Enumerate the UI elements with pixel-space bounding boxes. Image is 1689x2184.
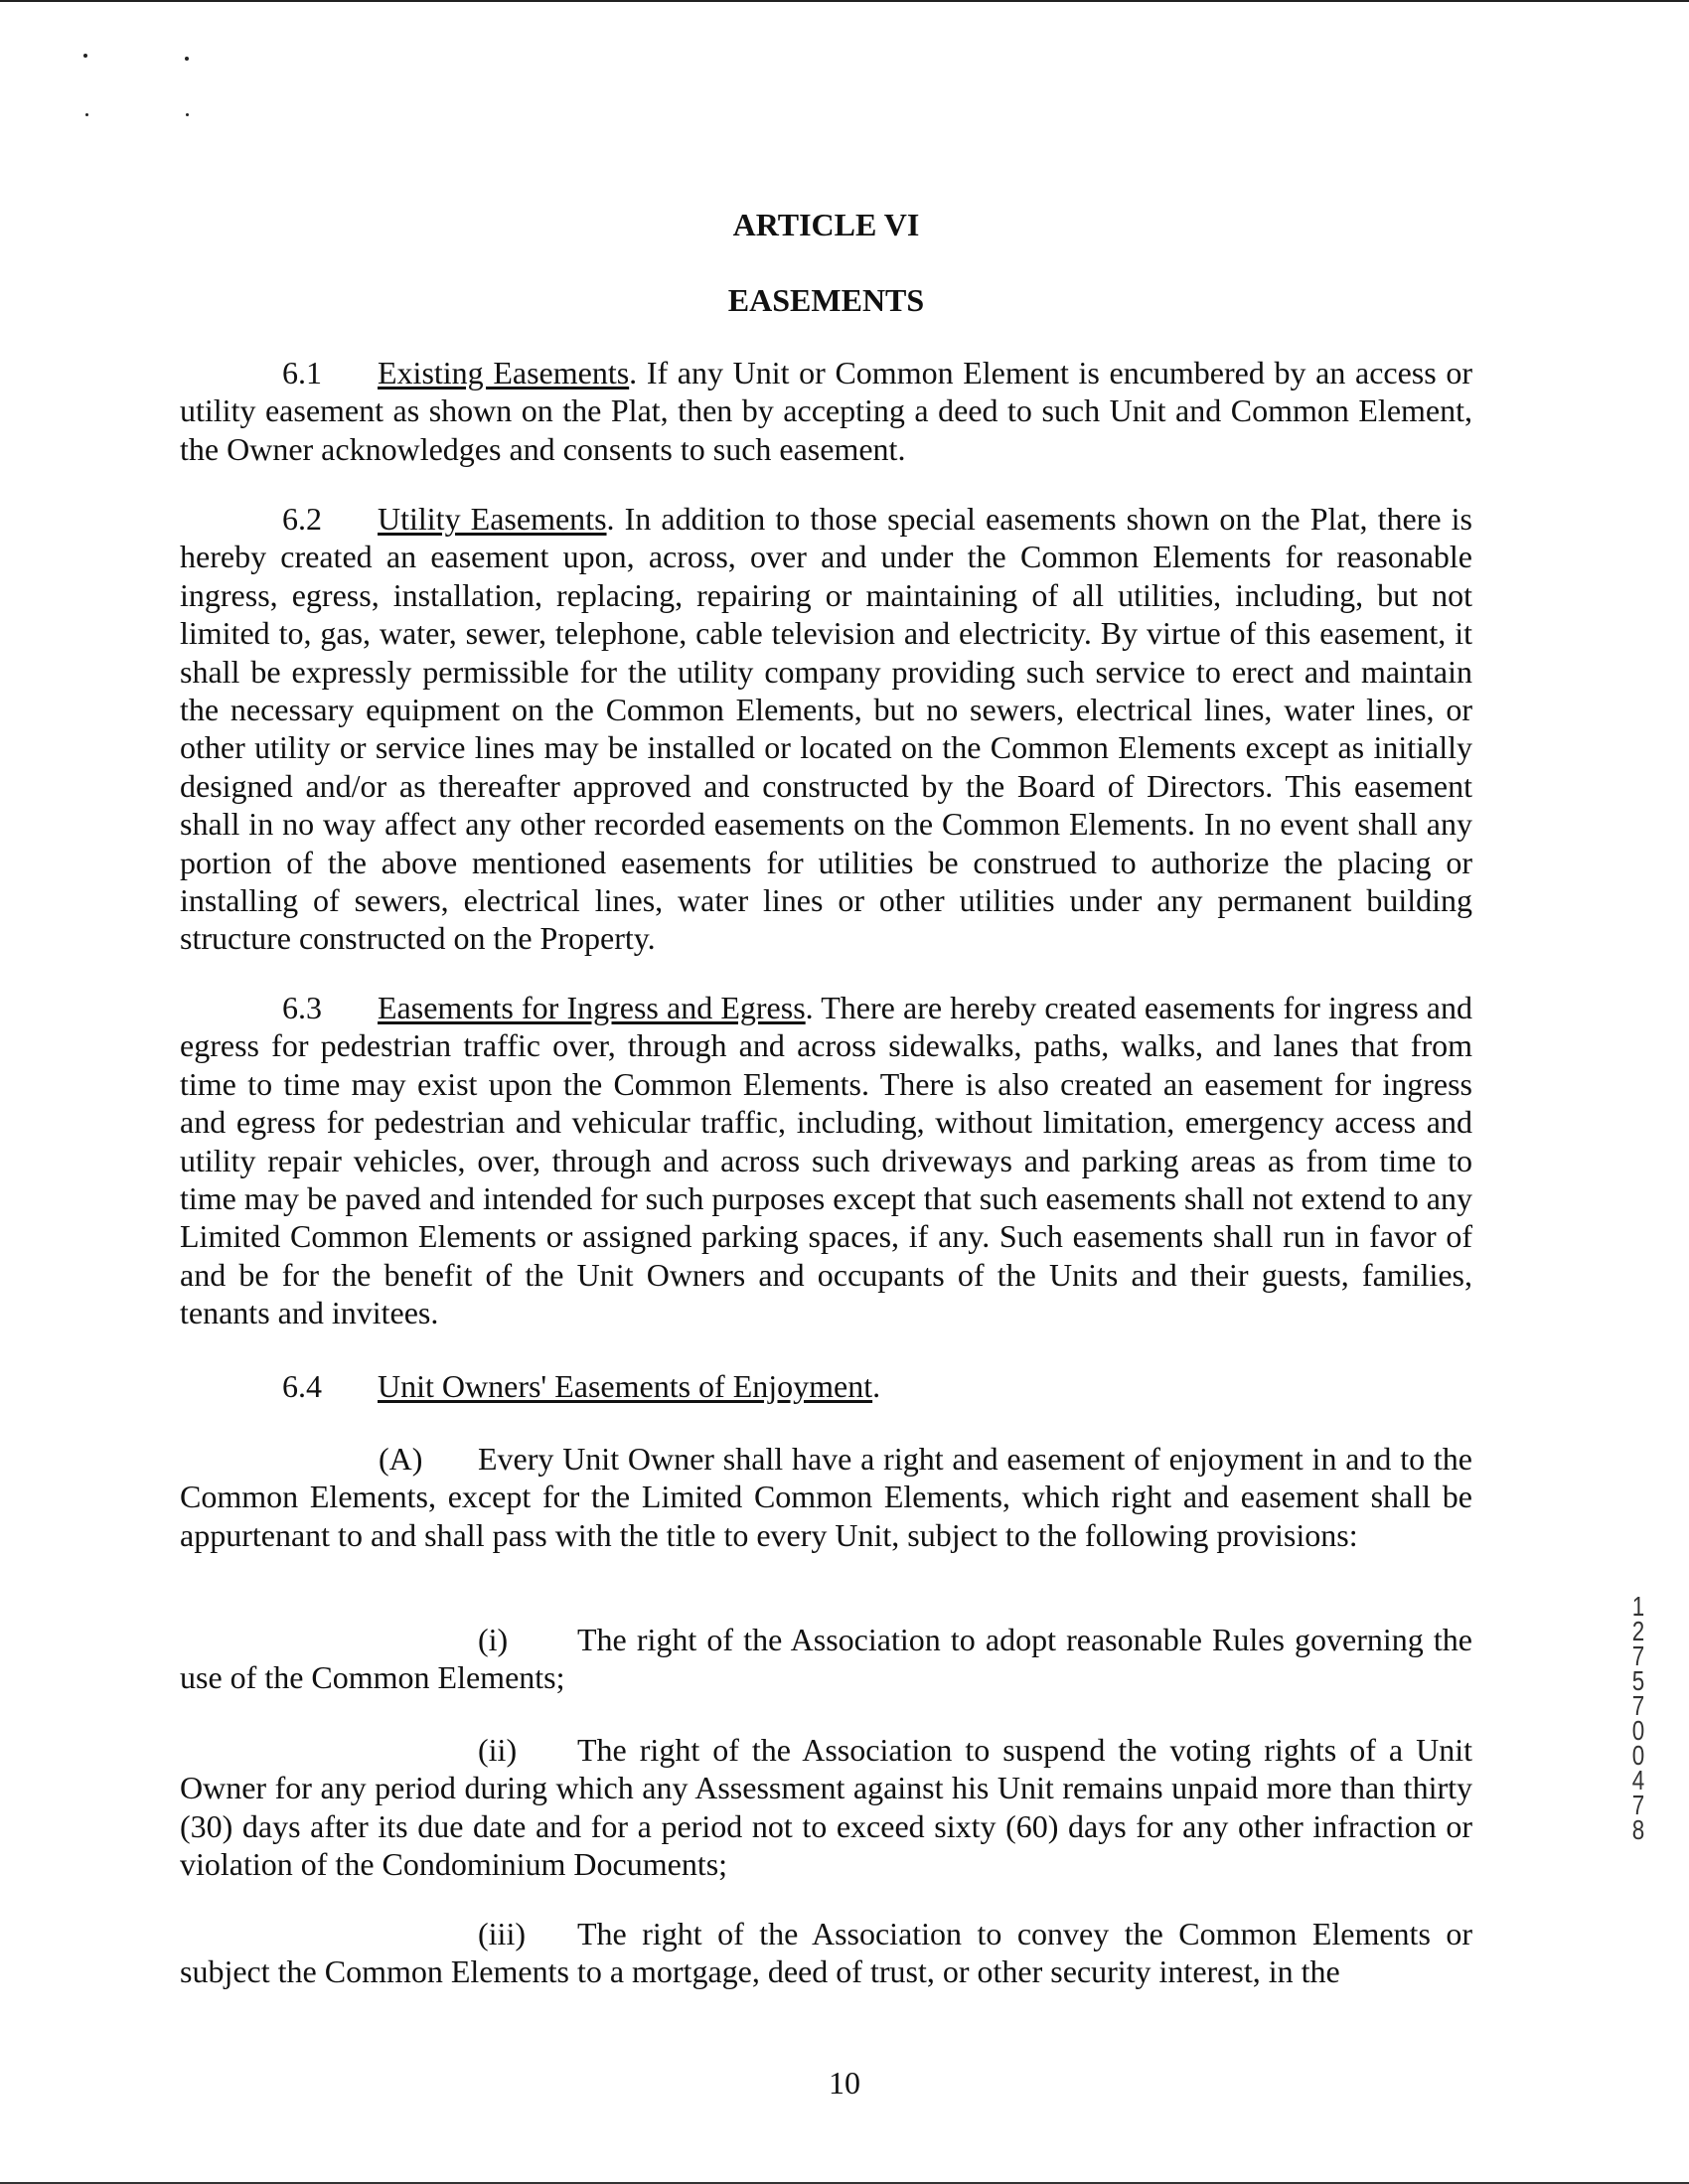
scan-edge-top bbox=[0, 0, 1689, 2]
subsection-body: Every Unit Owner shall have a right and easement of enjoyment in and to the Common Elements, except for the Limited Common Elements, which right and easement shall be appurtenant to and shall pass with the title to every Unit, subject to the following provisions: bbox=[180, 1441, 1472, 1553]
subsection-a bbox=[180, 1440, 1472, 1554]
item-body: The right of the Association to convey the Common Elements or subject the Common Elements to a mortgage, deed of trust, or other security interest, in the bbox=[180, 1916, 1472, 1990]
subsection-label: (A) bbox=[379, 1441, 423, 1477]
item-label: (ii) bbox=[478, 1732, 518, 1768]
section-6-2 bbox=[180, 500, 1472, 958]
item-body: The right of the Association to suspend the voting rights of a Unit Owner for any period during which any Assessment against his Unit remains unpaid more than thirty (30) days after its due date and for a period not to exceed sixty (60) days for any other infraction or violation of the Condominium Documents; bbox=[180, 1732, 1472, 1883]
item-iii bbox=[180, 1915, 1472, 1991]
section-heading: Unit Owners' Easements of Enjoyment bbox=[378, 1368, 873, 1404]
section-6-1 bbox=[180, 354, 1472, 468]
section-body: . There are hereby created easements for ingress and egress for pedestrian traffic over, through and across sidewalks, paths, walks, and lanes that from time to time may exist upon the Common Elements. There is also created an easement for ingress and egress for pedestrian and vehicular traffic, including, without limitation, emergency access and utility repair vehicles, over, through and across such driveways and parking areas as from time to time may be paved and intended for such purposes except that such easements shall not extend to any Limited Common Elements or assigned parking spaces, if any. Such easements shall run in favor of and be for the benefit of the Unit Owners and occupants of the Units and their guests, families, tenants and invitees. bbox=[180, 990, 1473, 1331]
article-subtitle: EASEMENTS bbox=[727, 282, 925, 318]
section-6-4 bbox=[180, 1367, 1472, 1405]
section-heading-period: . bbox=[872, 1368, 881, 1404]
section-body: . In addition to those special easements shown on the Plat, there is hereby created an easement upon, across, over and under the Common Elements for reasonable ingress, egress, installation, replacing, repairing or maintaining of all utilities, including, but not limited to, gas, water, sewer, telephone, cable television and electricity. By virtue of this easement, it shall be expressly permissible for the utility company providing such service to erect and maintain the necessary equipment on the Common Elements, but no sewers, electrical lines, water lines, or other utility or service lines may be installed or located on the Common Elements except as initially designed and/or as thereafter approved and constructed by the Board of Directors. This easement shall in no way affect any other recorded easements on the Common Elements. In no event shall any portion of the above mentioned easements for utilities be construed to authorize the placing or installing of sewers, electrical lines, water lines or other utilities under any permanent building structure constructed on the Property. bbox=[180, 501, 1473, 957]
section-6-3 bbox=[180, 989, 1472, 1332]
section-number: 6.1 bbox=[282, 355, 322, 390]
section-heading: Existing Easements bbox=[378, 355, 630, 390]
scan-speck bbox=[85, 113, 88, 116]
item-i bbox=[180, 1621, 1472, 1697]
section-number: 6.3 bbox=[282, 990, 322, 1025]
section-number: 6.2 bbox=[282, 501, 322, 537]
recording-stamp: 12757 00478 bbox=[1631, 1591, 1645, 1845]
item-label: (i) bbox=[478, 1622, 509, 1657]
scan-speck bbox=[186, 113, 189, 116]
item-body: The right of the Association to adopt reasonable Rules governing the use of the Common Elements; bbox=[180, 1622, 1472, 1696]
section-body: . If any Unit or Common Element is encumbered by an access or utility easement as shown on the Plat, then by accepting a deed to such Unit and Common Element, the Owner acknowledges and consents to such easement. bbox=[180, 355, 1473, 467]
article-title: ARTICLE VI bbox=[732, 207, 920, 242]
item-ii bbox=[180, 1731, 1472, 1884]
page-number: 10 bbox=[829, 2065, 860, 2101]
section-number: 6.4 bbox=[282, 1368, 322, 1404]
scan-speck bbox=[185, 57, 189, 61]
item-label: (iii) bbox=[478, 1916, 526, 1951]
section-heading: Utility Easements bbox=[378, 501, 607, 537]
section-heading: Easements for Ingress and Egress bbox=[378, 990, 806, 1025]
scan-speck bbox=[83, 54, 87, 58]
